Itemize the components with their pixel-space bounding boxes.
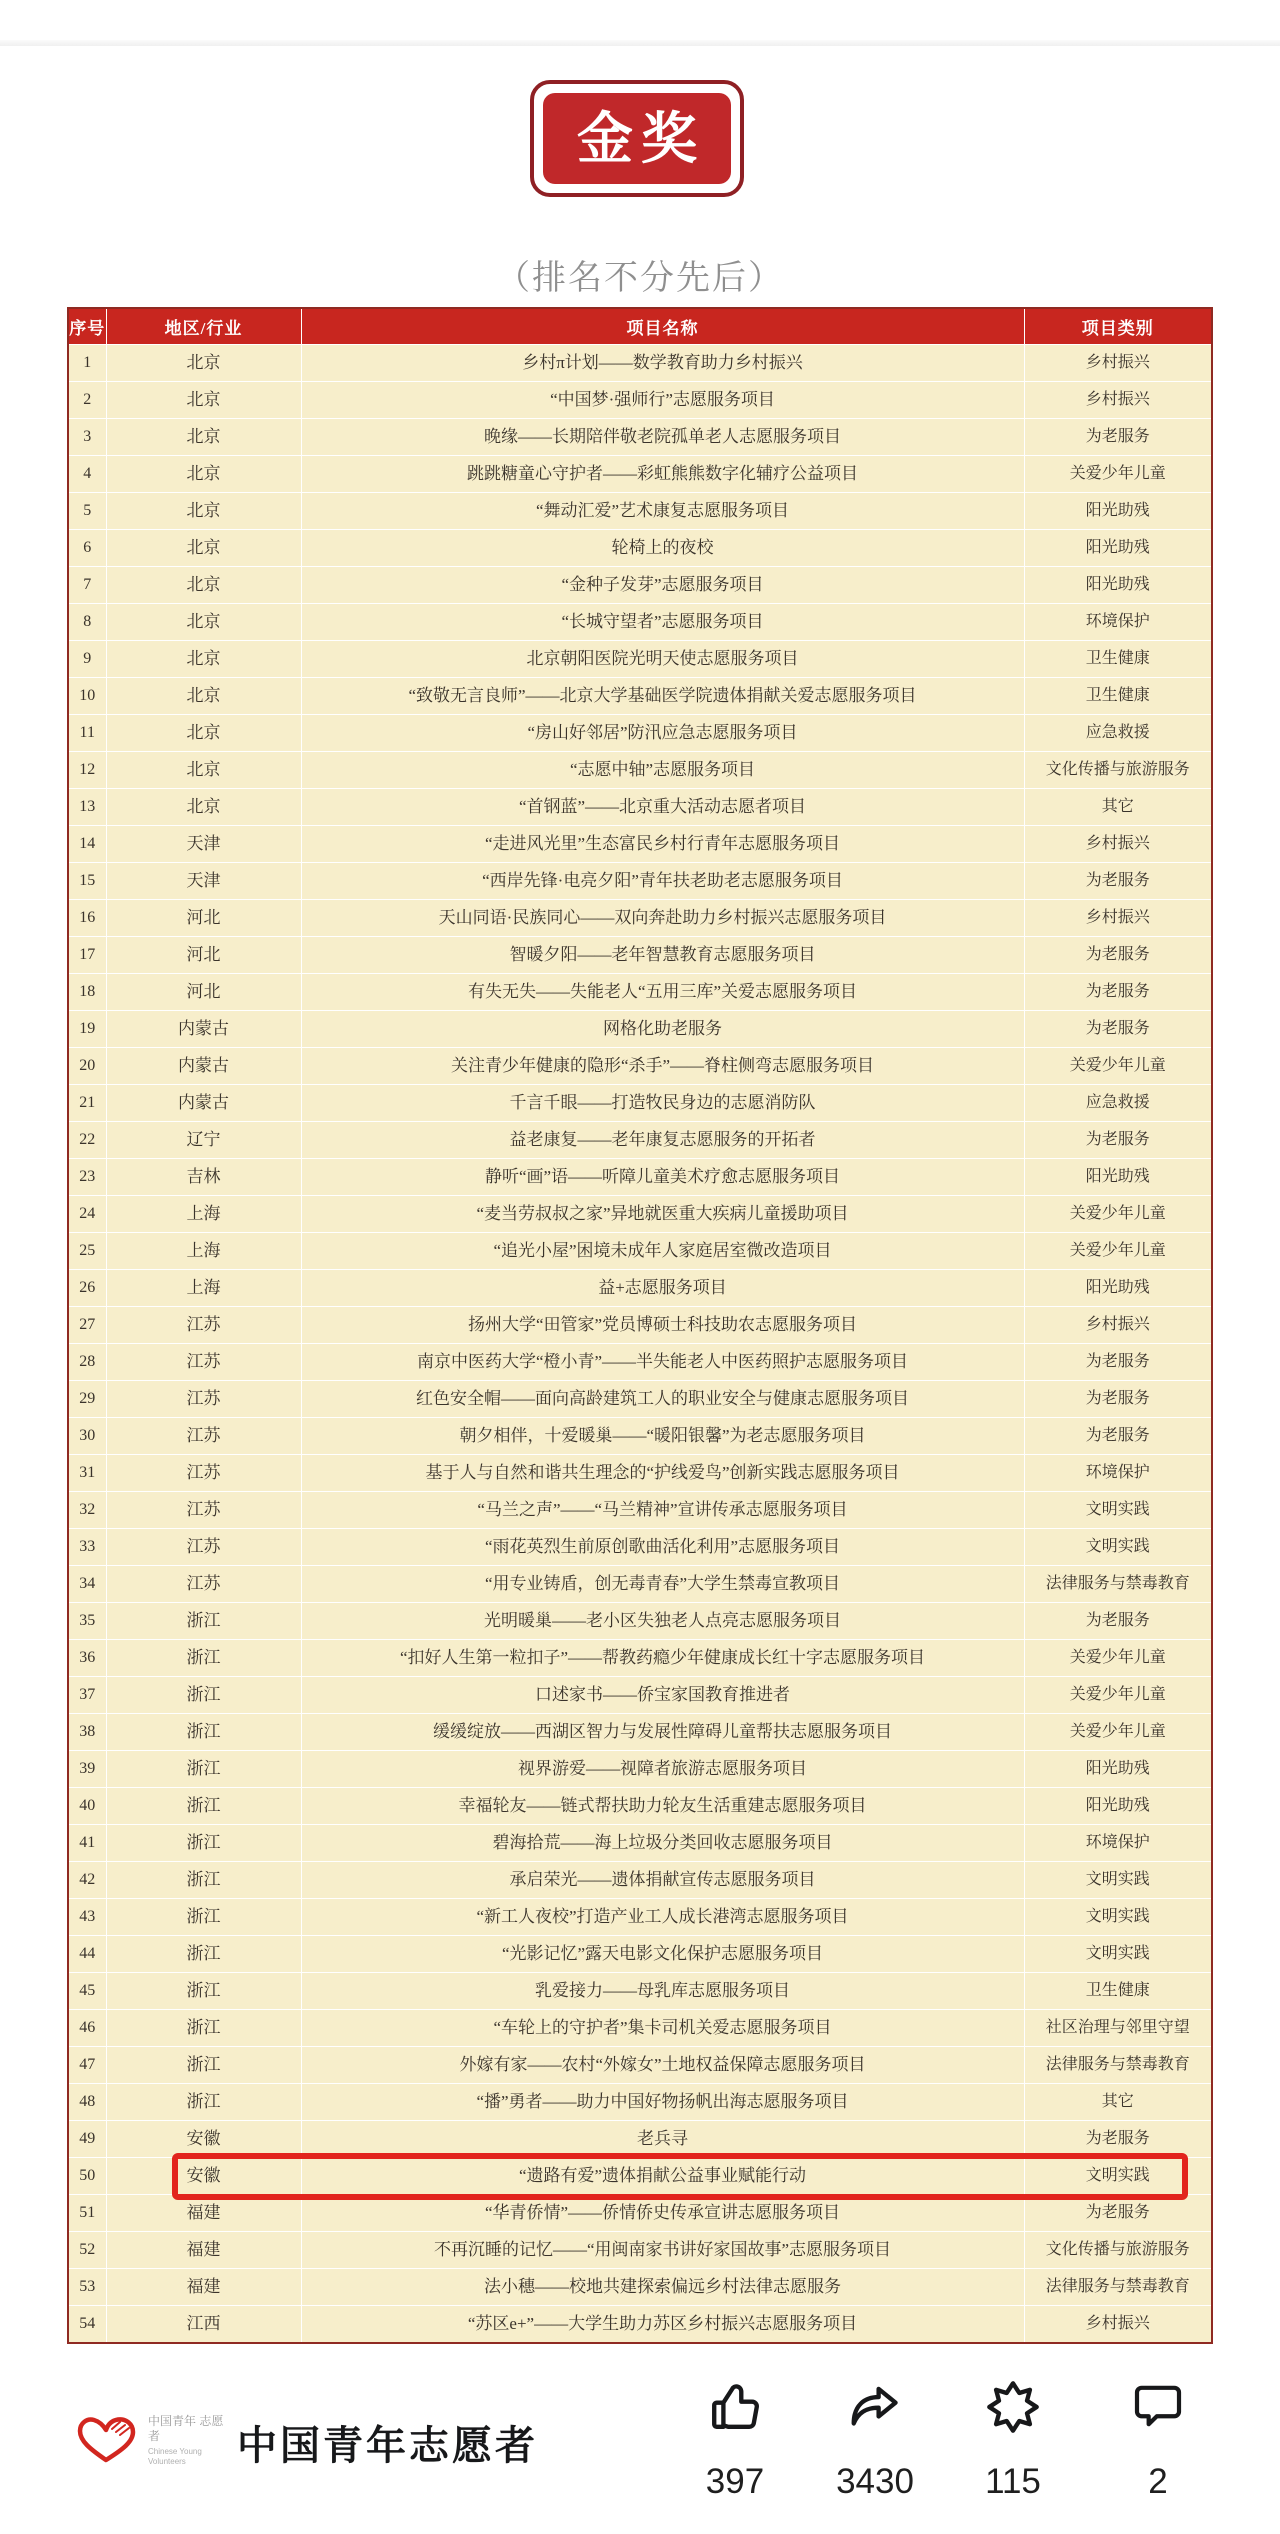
- table-row: [68, 2269, 1212, 2306]
- cell-no: 53: [68, 2269, 106, 2306]
- cell-region: 北京: [106, 382, 301, 419]
- cell-region: 江苏: [106, 1529, 301, 1566]
- cell-project-name: 千言千眼——打造牧民身边的志愿消防队: [301, 1085, 1024, 1122]
- cell-category: 乡村振兴: [1024, 826, 1212, 863]
- logo-small-text: 中国青年 志愿者 Chinese Young Volunteers: [148, 2414, 224, 2466]
- table-row: [68, 345, 1212, 382]
- cell-category: 关爱少年儿童: [1024, 1677, 1212, 1714]
- cell-region: 浙江: [106, 1825, 301, 1862]
- cell-region: 上海: [106, 1196, 301, 1233]
- cell-category: 阳光助残: [1024, 530, 1212, 567]
- gold-award-badge: [530, 80, 744, 197]
- cell-category: 法律服务与禁毒教育: [1024, 2047, 1212, 2084]
- cell-project-name: “致敬无言良师”——北京大学基础医学院遗体捐献关爱志愿服务项目: [301, 678, 1024, 715]
- cell-no: 30: [68, 1418, 106, 1455]
- cell-no: 12: [68, 752, 106, 789]
- cell-no: 33: [68, 1529, 106, 1566]
- cell-category: 为老服务: [1024, 1122, 1212, 1159]
- cell-category: 卫生健康: [1024, 1973, 1212, 2010]
- cell-project-name: 智暖夕阳——老年智慧教育志愿服务项目: [301, 937, 1024, 974]
- table-row: [68, 2047, 1212, 2084]
- cell-category: 卫生健康: [1024, 678, 1212, 715]
- cell-no: 5: [68, 493, 106, 530]
- cell-category: 关爱少年儿童: [1024, 1640, 1212, 1677]
- cell-region: 河北: [106, 900, 301, 937]
- cell-region: 上海: [106, 1270, 301, 1307]
- table-row: [68, 974, 1212, 1011]
- cell-no: 2: [68, 382, 106, 419]
- cell-region: 河北: [106, 937, 301, 974]
- table-row: [68, 1492, 1212, 1529]
- cell-region: 浙江: [106, 2010, 301, 2047]
- cell-project-name: “遗路有爱”遗体捐献公益事业赋能行动: [301, 2158, 1024, 2195]
- cell-project-name: 口述家书——侨宝家国教育推进者: [301, 1677, 1024, 1714]
- cell-region: 浙江: [106, 1936, 301, 1973]
- table-row: [68, 382, 1212, 419]
- cell-category: 乡村振兴: [1024, 900, 1212, 937]
- cell-region: 北京: [106, 789, 301, 826]
- cell-category: 为老服务: [1024, 419, 1212, 456]
- cell-project-name: 红色安全帽——面向高龄建筑工人的职业安全与健康志愿服务项目: [301, 1381, 1024, 1418]
- cell-region: 江苏: [106, 1492, 301, 1529]
- cell-project-name: 不再沉睡的记忆——“用闽南家书讲好家国故事”志愿服务项目: [301, 2232, 1024, 2269]
- cell-no: 25: [68, 1233, 106, 1270]
- cell-region: 江苏: [106, 1344, 301, 1381]
- cell-project-name: “华青侨情”——侨情侨史传承宣讲志愿服务项目: [301, 2195, 1024, 2232]
- like-count: 397: [705, 2462, 765, 2501]
- cell-project-name: 网格化助老服务: [301, 1011, 1024, 1048]
- cell-project-name: 扬州大学“田管家”党员博硕士科技助农志愿服务项目: [301, 1307, 1024, 1344]
- cell-project-name: 光明暖巢——老小区失独老人点亮志愿服务项目: [301, 1603, 1024, 1640]
- cell-category: 为老服务: [1024, 937, 1212, 974]
- cell-region: 江苏: [106, 1455, 301, 1492]
- cell-region: 江西: [106, 2306, 301, 2344]
- cell-no: 8: [68, 604, 106, 641]
- cell-project-name: 老兵寻: [301, 2121, 1024, 2158]
- table-row: [68, 1233, 1212, 1270]
- cell-region: 福建: [106, 2232, 301, 2269]
- cell-category: 环境保护: [1024, 604, 1212, 641]
- cell-no: 29: [68, 1381, 106, 1418]
- table-row: [68, 715, 1212, 752]
- cell-project-name: “马兰之声”——“马兰精神”宣讲传承志愿服务项目: [301, 1492, 1024, 1529]
- table-row: [68, 678, 1212, 715]
- cell-region: 北京: [106, 752, 301, 789]
- cell-project-name: 有失无失——失能老人“五用三库”关爱志愿服务项目: [301, 974, 1024, 1011]
- cell-project-name: “长城守望者”志愿服务项目: [301, 604, 1024, 641]
- cell-project-name: “志愿中轴”志愿服务项目: [301, 752, 1024, 789]
- heart-logo-icon: [72, 2415, 142, 2463]
- cell-category: 阳光助残: [1024, 567, 1212, 604]
- cell-project-name: “首钢蓝”——北京重大活动志愿者项目: [301, 789, 1024, 826]
- cell-no: 38: [68, 1714, 106, 1751]
- cell-no: 40: [68, 1788, 106, 1825]
- cell-project-name: “中国梦·强师行”志愿服务项目: [301, 382, 1024, 419]
- cell-region: 北京: [106, 345, 301, 382]
- cell-no: 26: [68, 1270, 106, 1307]
- cell-no: 35: [68, 1603, 106, 1640]
- cell-category: 关爱少年儿童: [1024, 456, 1212, 493]
- table-row: [68, 456, 1212, 493]
- cell-region: 浙江: [106, 2047, 301, 2084]
- cell-no: 34: [68, 1566, 106, 1603]
- table-header-row: [68, 308, 1212, 345]
- cell-no: 41: [68, 1825, 106, 1862]
- cell-category: 乡村振兴: [1024, 382, 1212, 419]
- account-name[interactable]: 中国青年志愿者: [237, 2424, 538, 2468]
- cell-category: 卫生健康: [1024, 641, 1212, 678]
- cell-no: 21: [68, 1085, 106, 1122]
- cell-no: 31: [68, 1455, 106, 1492]
- cell-project-name: 幸福轮友——链式帮扶助力轮友生活重建志愿服务项目: [301, 1788, 1024, 1825]
- table-row: [68, 826, 1212, 863]
- cell-project-name: 缓缓绽放——西湖区智力与发展性障碍儿童帮扶志愿服务项目: [301, 1714, 1024, 1751]
- cell-region: 内蒙古: [106, 1011, 301, 1048]
- account-logo[interactable]: [72, 2413, 232, 2465]
- highlighted-row: [68, 2158, 1212, 2195]
- cell-no: 1: [68, 345, 106, 382]
- table-row: [68, 1529, 1212, 1566]
- table-row: [68, 1788, 1212, 1825]
- cell-region: 浙江: [106, 2084, 301, 2121]
- cell-category: 阳光助残: [1024, 1159, 1212, 1196]
- cell-project-name: 外嫁有家——农村“外嫁女”土地权益保障志愿服务项目: [301, 2047, 1024, 2084]
- cell-project-name: 法小穗——校地共建探索偏远乡村法律志愿服务: [301, 2269, 1024, 2306]
- table-row: [68, 2010, 1212, 2047]
- cell-region: 江苏: [106, 1381, 301, 1418]
- cell-no: 42: [68, 1862, 106, 1899]
- ranking-note: （排名不分先后）: [496, 259, 784, 297]
- gold-award-badge-inner: [543, 93, 731, 184]
- cell-no: 10: [68, 678, 106, 715]
- cell-category: 环境保护: [1024, 1455, 1212, 1492]
- header-region: 地区/行业: [106, 308, 301, 345]
- cell-no: 36: [68, 1640, 106, 1677]
- cell-project-name: “西岸先锋·电亮夕阳”青年扶老助老志愿服务项目: [301, 863, 1024, 900]
- cell-region: 北京: [106, 604, 301, 641]
- table-row: [68, 530, 1212, 567]
- table-row: [68, 1048, 1212, 1085]
- cell-region: 天津: [106, 826, 301, 863]
- cell-region: 内蒙古: [106, 1048, 301, 1085]
- cell-no: 6: [68, 530, 106, 567]
- cell-no: 47: [68, 2047, 106, 2084]
- cell-category: 文明实践: [1024, 1899, 1212, 1936]
- table-row: [68, 493, 1212, 530]
- cell-region: 北京: [106, 530, 301, 567]
- table-row: [68, 1455, 1212, 1492]
- table-row: [68, 752, 1212, 789]
- cell-project-name: “金种子发芽”志愿服务项目: [301, 567, 1024, 604]
- cell-category: 为老服务: [1024, 863, 1212, 900]
- cell-project-name: “雨花英烈生前原创歌曲活化利用”志愿服务项目: [301, 1529, 1024, 1566]
- table-row: [68, 1159, 1212, 1196]
- cell-category: 文明实践: [1024, 1492, 1212, 1529]
- cell-no: 16: [68, 900, 106, 937]
- cell-region: 浙江: [106, 1788, 301, 1825]
- cell-category: 阳光助残: [1024, 1788, 1212, 1825]
- cell-category: 社区治理与邻里守望: [1024, 2010, 1212, 2047]
- cell-region: 北京: [106, 493, 301, 530]
- header-no: 序号: [68, 308, 106, 345]
- cell-region: 安徽: [106, 2158, 301, 2195]
- cell-region: 北京: [106, 567, 301, 604]
- cell-category: 乡村振兴: [1024, 2306, 1212, 2344]
- table-row: [68, 1381, 1212, 1418]
- cell-project-name: “光影记忆”露天电影文化保护志愿服务项目: [301, 1936, 1024, 1973]
- wow-icon: [953, 2378, 1073, 2440]
- cell-category: 为老服务: [1024, 1344, 1212, 1381]
- cell-project-name: 北京朝阳医院光明天使志愿服务项目: [301, 641, 1024, 678]
- table-row: [68, 419, 1212, 456]
- cell-no: 19: [68, 1011, 106, 1048]
- cell-region: 福建: [106, 2269, 301, 2306]
- cell-project-name: “播”勇者——助力中国好物扬帆出海志愿服务项目: [301, 2084, 1024, 2121]
- cell-region: 浙江: [106, 1640, 301, 1677]
- cell-no: 46: [68, 2010, 106, 2047]
- table-row: [68, 1344, 1212, 1381]
- cell-region: 江苏: [106, 1418, 301, 1455]
- cell-category: 其它: [1024, 2084, 1212, 2121]
- table-row: [68, 1270, 1212, 1307]
- cell-project-name: “追光小屋”困境未成年人家庭居室微改造项目: [301, 1233, 1024, 1270]
- table-row: [68, 1677, 1212, 1714]
- cell-region: 浙江: [106, 1603, 301, 1640]
- cell-project-name: 轮椅上的夜校: [301, 530, 1024, 567]
- gold-award-label: 金奖: [577, 106, 705, 170]
- cell-no: 28: [68, 1344, 106, 1381]
- cell-no: 27: [68, 1307, 106, 1344]
- cell-no: 32: [68, 1492, 106, 1529]
- cell-category: 关爱少年儿童: [1024, 1196, 1212, 1233]
- cell-category: 关爱少年儿童: [1024, 1048, 1212, 1085]
- cell-project-name: “房山好邻居”防汛应急志愿服务项目: [301, 715, 1024, 752]
- cell-no: 18: [68, 974, 106, 1011]
- cell-category: 环境保护: [1024, 1825, 1212, 1862]
- cell-region: 浙江: [106, 1899, 301, 1936]
- cell-category: 文明实践: [1024, 1936, 1212, 1973]
- table-row: [68, 1899, 1212, 1936]
- top-divider: [0, 40, 1280, 46]
- cell-no: 3: [68, 419, 106, 456]
- cell-project-name: “扣好人生第一粒扣子”——帮教药瘾少年健康成长红十字志愿服务项目: [301, 1640, 1024, 1677]
- table-row: [68, 1196, 1212, 1233]
- table-row: [68, 1122, 1212, 1159]
- cell-project-name: “麦当劳叔叔之家”异地就医重大疾病儿童援助项目: [301, 1196, 1024, 1233]
- table-row: [68, 604, 1212, 641]
- table-row: [68, 1714, 1212, 1751]
- table-row: [68, 567, 1212, 604]
- cell-project-name: “舞动汇爱”艺术康复志愿服务项目: [301, 493, 1024, 530]
- cell-no: 54: [68, 2306, 106, 2344]
- cell-category: 关爱少年儿童: [1024, 1233, 1212, 1270]
- cell-no: 14: [68, 826, 106, 863]
- cell-project-name: 晚缘——长期陪伴敬老院孤单老人志愿服务项目: [301, 419, 1024, 456]
- cell-category: 文明实践: [1024, 1862, 1212, 1899]
- cell-region: 北京: [106, 715, 301, 752]
- cell-project-name: 南京中医药大学“橙小青”——半失能老人中医药照护志愿服务项目: [301, 1344, 1024, 1381]
- cell-region: 北京: [106, 641, 301, 678]
- cell-no: 52: [68, 2232, 106, 2269]
- award-table: [67, 307, 1213, 2344]
- cell-project-name: 跳跳糖童心守护者——彩虹熊熊数字化辅疗公益项目: [301, 456, 1024, 493]
- cell-project-name: 乡村π计划——数学教育助力乡村振兴: [301, 345, 1024, 382]
- cell-no: 15: [68, 863, 106, 900]
- table-row: [68, 937, 1212, 974]
- cell-region: 上海: [106, 1233, 301, 1270]
- table-row: [68, 1603, 1212, 1640]
- cell-region: 天津: [106, 863, 301, 900]
- cell-category: 为老服务: [1024, 2195, 1212, 2232]
- cell-project-name: 朝夕相伴，十爱暖巢——“暖阳银馨”为老志愿服务项目: [301, 1418, 1024, 1455]
- cell-project-name: “用专业铸盾，创无毒青春”大学生禁毒宣教项目: [301, 1566, 1024, 1603]
- cell-region: 内蒙古: [106, 1085, 301, 1122]
- cell-project-name: 天山同语·民族同心——双向奔赴助力乡村振兴志愿服务项目: [301, 900, 1024, 937]
- share-button[interactable]: [815, 2378, 935, 2500]
- cell-no: 7: [68, 567, 106, 604]
- cell-no: 11: [68, 715, 106, 752]
- cell-no: 20: [68, 1048, 106, 1085]
- cell-category: 法律服务与禁毒教育: [1024, 1566, 1212, 1603]
- cell-category: 文明实践: [1024, 1529, 1212, 1566]
- cell-region: 北京: [106, 419, 301, 456]
- table-row: [68, 2232, 1212, 2269]
- cell-no: 17: [68, 937, 106, 974]
- header-project-name: 项目名称: [301, 308, 1024, 345]
- cell-no: 45: [68, 1973, 106, 2010]
- cell-region: 辽宁: [106, 1122, 301, 1159]
- table-row: [68, 789, 1212, 826]
- wow-count: 115: [985, 2462, 1041, 2501]
- cell-project-name: “新工人夜校”打造产业工人成长港湾志愿服务项目: [301, 1899, 1024, 1936]
- cell-project-name: 益+志愿服务项目: [301, 1270, 1024, 1307]
- cell-category: 关爱少年儿童: [1024, 1714, 1212, 1751]
- cell-no: 24: [68, 1196, 106, 1233]
- cell-project-name: 益老康复——老年康复志愿服务的开拓者: [301, 1122, 1024, 1159]
- cell-category: 阳光助残: [1024, 493, 1212, 530]
- cell-category: 文化传播与旅游服务: [1024, 2232, 1212, 2269]
- cell-no: 37: [68, 1677, 106, 1714]
- cell-no: 9: [68, 641, 106, 678]
- cell-category: 乡村振兴: [1024, 1307, 1212, 1344]
- cell-category: 阳光助残: [1024, 1751, 1212, 1788]
- table-row: [68, 1566, 1212, 1603]
- cell-category: 文化传播与旅游服务: [1024, 752, 1212, 789]
- cell-project-name: “走进风光里”生态富民乡村行青年志愿服务项目: [301, 826, 1024, 863]
- cell-category: 为老服务: [1024, 2121, 1212, 2158]
- table-row: [68, 1085, 1212, 1122]
- thumbs-up-icon: [675, 2378, 795, 2440]
- cell-region: 江苏: [106, 1566, 301, 1603]
- cell-project-name: 碧海拾荒——海上垃圾分类回收志愿服务项目: [301, 1825, 1024, 1862]
- cell-no: 51: [68, 2195, 106, 2232]
- table-row: [68, 2084, 1212, 2121]
- table-row: [68, 2306, 1212, 2344]
- table-row: [68, 1862, 1212, 1899]
- cell-category: 文明实践: [1024, 2158, 1212, 2195]
- comment-icon: [1098, 2378, 1218, 2440]
- cell-category: 乡村振兴: [1024, 345, 1212, 382]
- cell-region: 浙江: [106, 1714, 301, 1751]
- cell-no: 43: [68, 1899, 106, 1936]
- table-row: [68, 1751, 1212, 1788]
- table-row: [68, 641, 1212, 678]
- like-button[interactable]: [675, 2378, 795, 2500]
- table-row: [68, 2195, 1212, 2232]
- cell-no: 22: [68, 1122, 106, 1159]
- cell-no: 49: [68, 2121, 106, 2158]
- cell-category: 为老服务: [1024, 1381, 1212, 1418]
- comment-count: 2: [1148, 2462, 1168, 2501]
- cell-project-name: 基于人与自然和谐共生理念的“护线爱鸟”创新实践志愿服务项目: [301, 1455, 1024, 1492]
- cell-region: 吉林: [106, 1159, 301, 1196]
- cell-category: 为老服务: [1024, 1011, 1212, 1048]
- table-row: [68, 900, 1212, 937]
- cell-project-name: “车轮上的守护者”集卡司机关爱志愿服务项目: [301, 2010, 1024, 2047]
- cell-no: 13: [68, 789, 106, 826]
- cell-no: 50: [68, 2158, 106, 2195]
- cell-region: 浙江: [106, 1862, 301, 1899]
- cell-category: 为老服务: [1024, 974, 1212, 1011]
- table-row: [68, 1825, 1212, 1862]
- cell-project-name: 静听“画”语——听障儿童美术疗愈志愿服务项目: [301, 1159, 1024, 1196]
- table-row: [68, 1418, 1212, 1455]
- cell-project-name: 关注青少年健康的隐形“杀手”——脊柱侧弯志愿服务项目: [301, 1048, 1024, 1085]
- cell-region: 河北: [106, 974, 301, 1011]
- cell-region: 安徽: [106, 2121, 301, 2158]
- table-row: [68, 2121, 1212, 2158]
- table-row: [68, 1640, 1212, 1677]
- cell-category: 为老服务: [1024, 1418, 1212, 1455]
- header-category: 项目类别: [1024, 308, 1212, 345]
- cell-region: 北京: [106, 456, 301, 493]
- cell-project-name: 视界游爱——视障者旅游志愿服务项目: [301, 1751, 1024, 1788]
- cell-category: 其它: [1024, 789, 1212, 826]
- cell-no: 23: [68, 1159, 106, 1196]
- cell-category: 为老服务: [1024, 1603, 1212, 1640]
- table-row: [68, 863, 1212, 900]
- cell-no: 4: [68, 456, 106, 493]
- cell-category: 应急救援: [1024, 1085, 1212, 1122]
- table-row: [68, 1973, 1212, 2010]
- cell-no: 48: [68, 2084, 106, 2121]
- table-row: [68, 1307, 1212, 1344]
- cell-region: 浙江: [106, 1751, 301, 1788]
- share-count: 3430: [836, 2462, 914, 2501]
- cell-project-name: “苏区e+”——大学生助力苏区乡村振兴志愿服务项目: [301, 2306, 1024, 2344]
- cell-no: 39: [68, 1751, 106, 1788]
- cell-category: 法律服务与禁毒教育: [1024, 2269, 1212, 2306]
- cell-category: 应急救援: [1024, 715, 1212, 752]
- wow-button[interactable]: [953, 2378, 1073, 2500]
- cell-region: 江苏: [106, 1307, 301, 1344]
- cell-region: 福建: [106, 2195, 301, 2232]
- comment-button[interactable]: [1098, 2378, 1218, 2500]
- cell-no: 44: [68, 1936, 106, 1973]
- cell-region: 浙江: [106, 1973, 301, 2010]
- cell-project-name: 承启荣光——遗体捐献宣传志愿服务项目: [301, 1862, 1024, 1899]
- cell-region: 浙江: [106, 1677, 301, 1714]
- table-row: [68, 1936, 1212, 1973]
- cell-region: 北京: [106, 678, 301, 715]
- cell-project-name: 乳爱接力——母乳库志愿服务项目: [301, 1973, 1024, 2010]
- cell-category: 阳光助残: [1024, 1270, 1212, 1307]
- share-icon: [815, 2378, 935, 2440]
- table-row: [68, 1011, 1212, 1048]
